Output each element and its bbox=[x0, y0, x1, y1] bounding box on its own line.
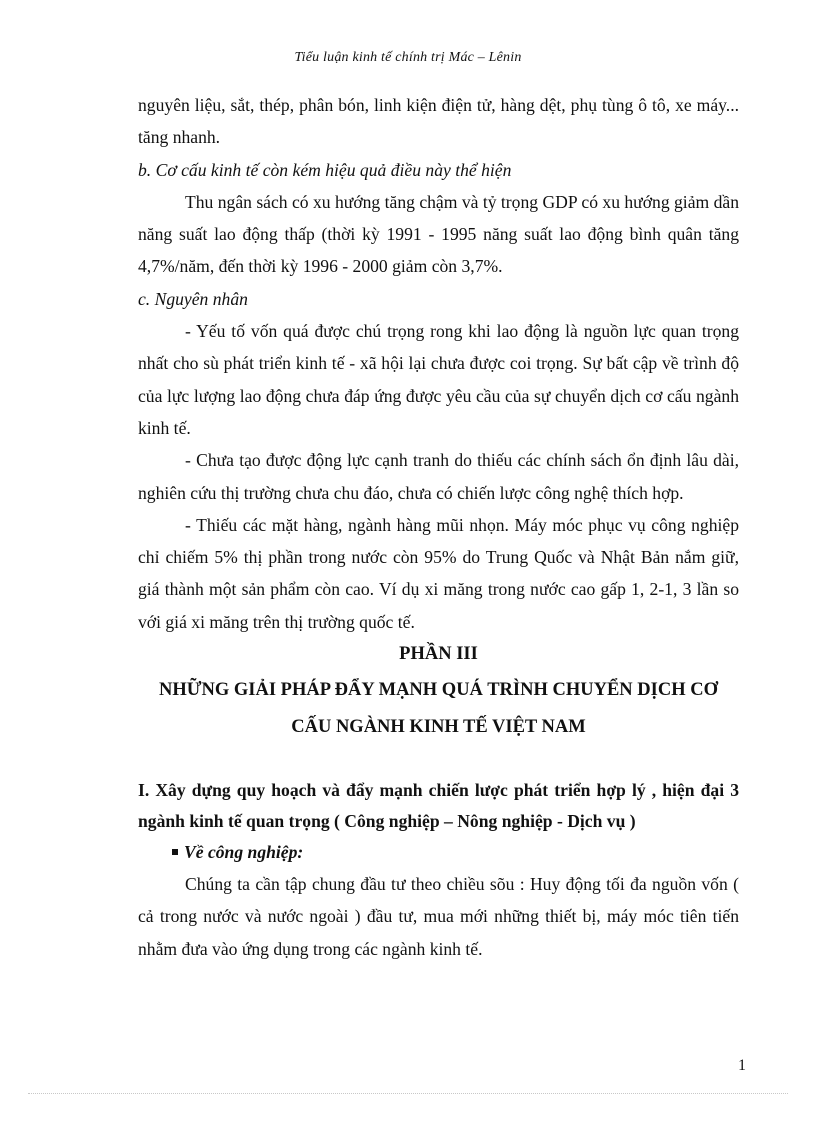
section-heading: I. Xây dựng quy hoạch và đẩy mạnh chiến lược phát triển hợp lý , hiện đại 3 ngành kinh tế quan trọng ( Công nghiệp – Nông nghiệp - Dịch vụ ) bbox=[138, 780, 739, 832]
subheading-b: b. Cơ cấu kinh tế còn kém hiệu quả điều này thể hiện bbox=[138, 159, 512, 180]
page-bottom-divider bbox=[28, 1093, 788, 1094]
bullet-industry bbox=[138, 837, 739, 868]
paragraph-spearhead: - Thiếu các mặt hàng, ngành hàng mũi nhọn. Máy móc phục vụ công nghiệp chỉ chiếm 5% thị phần trong nước còn 95% do Trung Quốc và Nhật Bản nắm giữ, giá thành một sản phẩm còn cao. Ví dụ xi măng trong nước cao gấp 1, 2-1, 3 lần so với giá xi măng trên thị trường quốc tế. bbox=[138, 514, 739, 632]
subheading-c: c. Nguyên nhân bbox=[138, 288, 248, 309]
paragraph-competition: - Chưa tạo được động lực cạnh tranh do thiếu các chính sách ổn định lâu dài, nghiên cứu thị trường chưa chu đáo, chưa có chiến lược công nghệ thích hợp. bbox=[138, 450, 739, 503]
page-header: Tiểu luận kinh tế chính trị Mác – Lênin bbox=[294, 50, 522, 65]
part-label: PHẦN III bbox=[399, 644, 478, 665]
bullet-label: Về công nghiệp: bbox=[184, 842, 304, 863]
paragraph-budget: Thu ngân sách có xu hướng tăng chậm và tỷ trọng GDP có xu hướng giảm dần năng suất lao động thấp (thời kỳ 1991 - 1995 năng suất lao động bình quân tăng 4,7%/năm, đến thời kỳ 1996 - 2000 giảm còn 3,7%. bbox=[138, 191, 739, 277]
page-number: 1 bbox=[738, 1057, 746, 1074]
document-body bbox=[138, 89, 739, 965]
paragraph-investment: Chúng ta cần tập chung đầu tư theo chiều sõu : Huy động tối đa nguồn vốn ( cả trong nước và nước ngoài ) đầu tư, mua mới những thiết bị, máy móc tiên tiến nhằm đưa vào ứng dụng trong các ngành kinh tế. bbox=[138, 874, 739, 959]
paragraph-materials: nguyên liệu, sắt, thép, phân bón, linh kiện điện tử, hàng dệt, phụ tùng ô tô, xe máy... tăng nhanh. bbox=[138, 95, 739, 148]
square-bullet-icon bbox=[172, 849, 178, 855]
paragraph-capital: - Yếu tố vốn quá được chú trọng rong khi lao động là nguồn lực quan trọng nhất cho sù phát triển kinh tế - xã hội lại chưa được coi trọng. Sự bất cập về trình độ của lực lượng lao động chưa đáp ứng được yêu cầu của sự chuyển dịch cơ cấu ngành kinh tế. bbox=[138, 321, 739, 438]
part-title: NHỮNG GIẢI PHÁP ĐẨY MẠNH QUÁ TRÌNH CHUYỂN DỊCH CƠ CẤU NGÀNH KINH TẾ VIỆT NAM bbox=[159, 680, 718, 738]
